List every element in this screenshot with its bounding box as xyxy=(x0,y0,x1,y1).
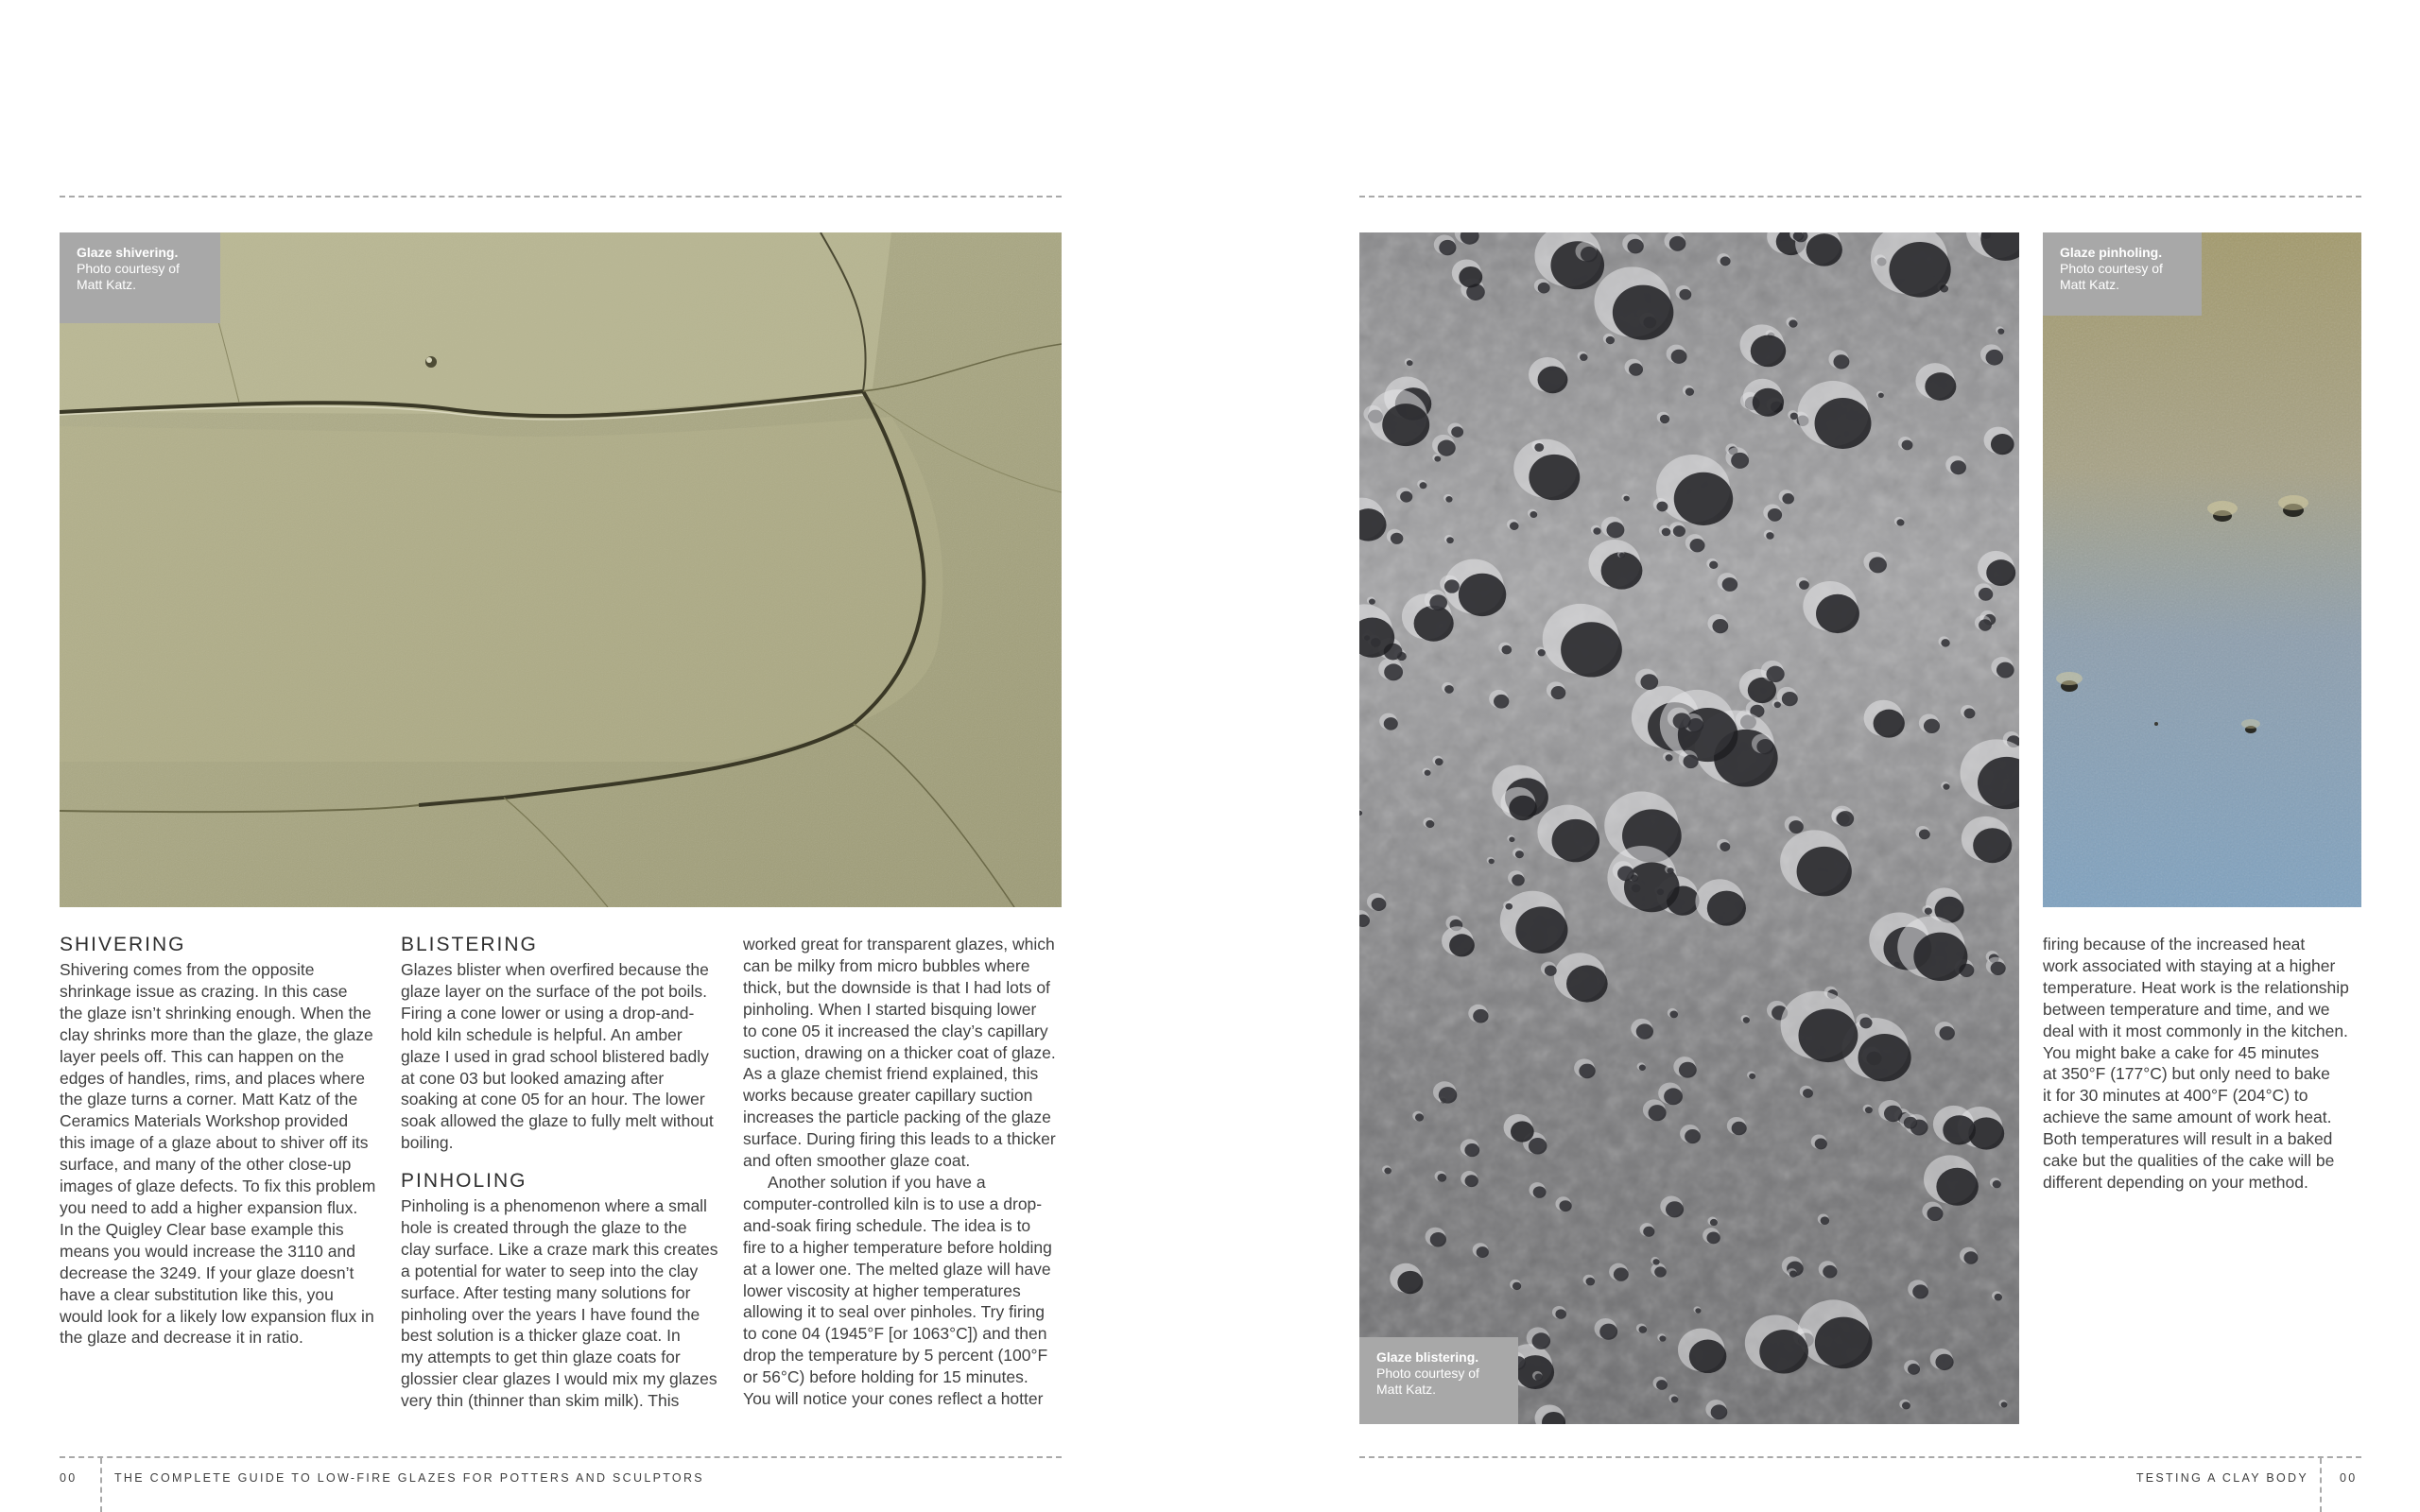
caption-credit: Photo courtesy of Matt Katz. xyxy=(2060,261,2163,292)
glaze-shivering-photo xyxy=(60,232,1062,907)
shivering-body: Shivering comes from the opposite shrinkage issue as crazing. In this case the glaze isn’t shrinking enough. When the clay shrinks more than the glaze, the glaze layer peels off. This can happen on the edges of handles, rims, and places where the glaze turns a corner. Matt Katz of the Ceramics Materials Workshop provided this image of a glaze about to shiver off its surface, and many of the other close-up images of glaze defects. To fix this problem you need to add a higher expansion flux. In the Quigley Clear base example this means you would increase the 3110 and decrease the 3249. If your glaze doesn’t have a clear substitution like this, you would look for a likely low expansion flux in the glaze and decrease it in ratio. xyxy=(60,960,376,1348)
drop-and-soak-paragraph xyxy=(743,1172,1083,1410)
caption-title: Glaze shivering. xyxy=(77,245,179,260)
glaze-blistering-photo xyxy=(1359,232,2019,1424)
glaze-pinholing-caption xyxy=(2043,232,2202,316)
caption-credit: Photo courtesy of Matt Katz. xyxy=(1376,1366,1479,1397)
top-rule-left xyxy=(60,196,1062,198)
heat-work-body: firing because of the increased heat work associated with staying at a higher temperature. Heat work is the relationship between temperature and time, and we deal with it most commonly in the kitchen. You might bake a cake for 45 minutes at 350°F (177°C) but only need to bake it for 30 minutes at 400°F (204°C) to achieve the same amount of work heat. Both temperatures will result in a baked cake but the qualities of the cake will be different depending on your method. xyxy=(2043,935,2349,1192)
running-head-left: THE COMPLETE GUIDE TO LOW-FIRE GLAZES FOR POTTERS AND SCULPTORS xyxy=(114,1471,704,1485)
page-number-left: 00 xyxy=(60,1471,78,1485)
pinholing-continued-body: worked great for transparent glazes, which can be milky from micro bubbles where thick, but the downside is that I had lots of pinholing. When I started bisquing lower to cone 05 it increased the clay’s capillary suction, drawing on a thicker coat of glaze. As a glaze chemist friend explained, this works because greater capillary suction increases the particle packing of the glaze surface. During firing this leads to a thicker and often smoother glaze coat. xyxy=(743,935,1056,1171)
running-head-right: TESTING A CLAY BODY xyxy=(2135,1471,2308,1485)
glaze-blistering-caption xyxy=(1359,1337,1518,1424)
drop-and-soak-rest: computer-controlled kiln is to use a drop- and-soak firing schedule. The idea is to fire to a higher temperature before holding at a lower one. The melted glaze will have lower viscosity at higher temperatures allowing it to seal over pinholes. Try firing to cone 04 (1945°F [or 1063°C]) and then drop the temperature by 5 percent (100°F or 56°C) before holding for 15 minutes. You will notice your cones reflect a hotter xyxy=(743,1194,1052,1409)
blistering-heading: BLISTERING xyxy=(401,934,538,955)
folio-divider-right xyxy=(2320,1458,2322,1512)
folio-divider-left xyxy=(100,1458,102,1512)
blistering-body: Glazes blister when overfired because the glaze layer on the surface of the pot boils. Firing a cone lower or using a drop-and- hold kiln schedule is helpful. An amber glaze I used in grad school blistered badly at cone 03 but looked amazing after soaking at cone 05 for an hour. The lower soak allowed the glaze to fully melt without boiling. xyxy=(401,960,714,1153)
caption-title: Glaze pinholing. xyxy=(2060,245,2163,260)
glaze-pinholing-photo xyxy=(2043,232,2361,907)
glaze-shivering-caption xyxy=(60,232,220,323)
shivering-heading: SHIVERING xyxy=(60,934,186,955)
pinholing-heading: PINHOLING xyxy=(401,1170,527,1192)
caption-credit: Photo courtesy of Matt Katz. xyxy=(77,261,180,292)
drop-and-soak-first-line: Another solution if you have a xyxy=(768,1173,986,1192)
page-number-right: 00 xyxy=(2340,1471,2358,1485)
bottom-rule-left xyxy=(60,1456,1062,1458)
bottom-rule-right xyxy=(1359,1456,2361,1458)
top-rule-right xyxy=(1359,196,2361,198)
pinholing-body: Pinholing is a phenomenon where a small hole is created through the glaze to the clay surface. Like a craze mark this creates a potential for water to seep into the clay surface. After testing many solutions for pinholing over the years I have found the best solution is a thicker glaze coat. In my attempts to get thin glaze coats for glossier clear glazes I would mix my glazes very thin (thinner than skim milk). This xyxy=(401,1196,718,1411)
caption-title: Glaze blistering. xyxy=(1376,1349,1479,1365)
